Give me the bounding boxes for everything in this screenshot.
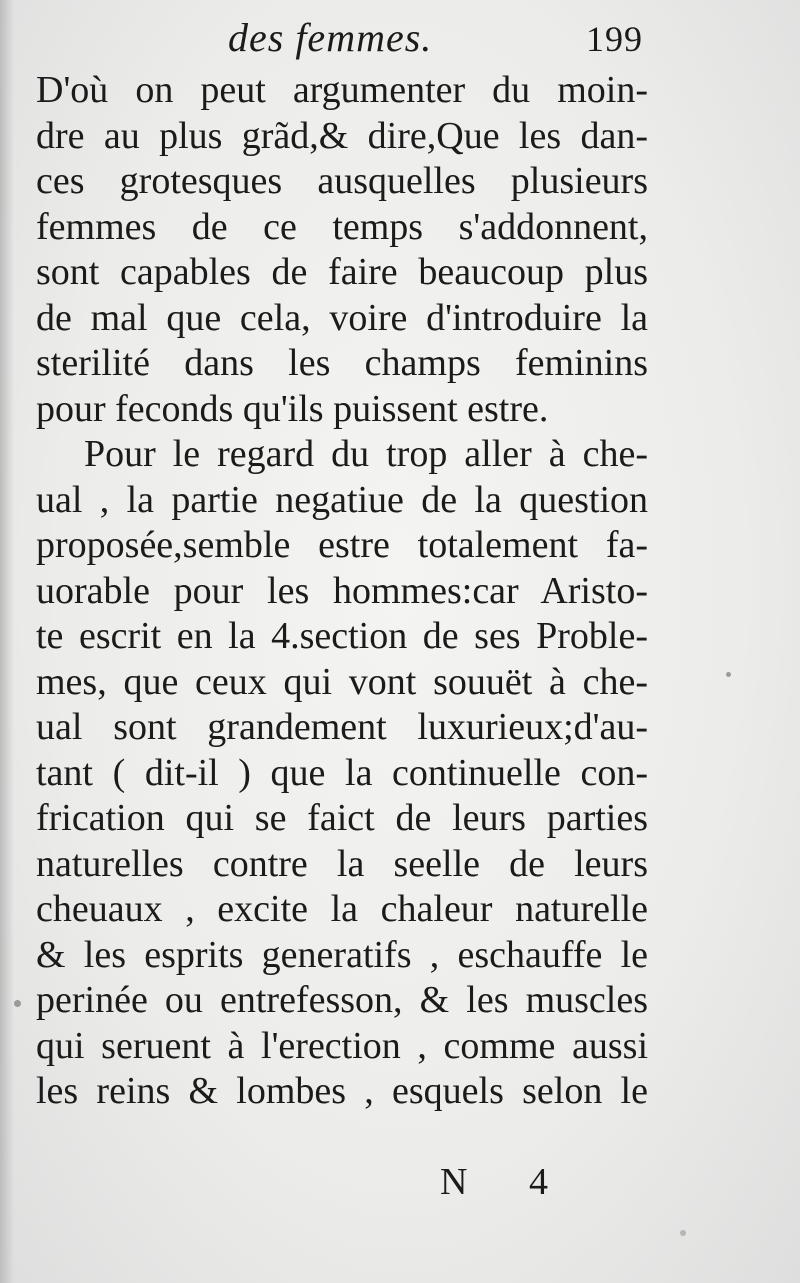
text-line: cheuaux , excite la chaleur naturelle	[36, 888, 648, 930]
body-text	[36, 68, 648, 1115]
page-number: 199	[586, 19, 643, 59]
ink-speck	[14, 1000, 21, 1007]
text-line: ual sont grandement luxurieux;d'au-	[36, 706, 648, 748]
text-line: pour feconds qu'ils puissent estre.	[36, 387, 549, 430]
page-header	[0, 14, 800, 70]
text-line: dre au plus grãd,& dire,Que les dan-	[36, 114, 648, 157]
text-line: te escrit en la 4.section de ses Proble-	[36, 615, 648, 657]
text-line: uorable pour les hommes:car Aristo-	[36, 569, 648, 612]
text-line: & les esprits generatifs , eschauffe le	[36, 933, 648, 976]
text-line: frication qui se faict de leurs parties	[36, 797, 648, 839]
text-line: tant ( dit-il ) que la continuelle con-	[36, 751, 648, 794]
text-line: proposée,semble estre totalement fa-	[36, 524, 648, 566]
running-title: des femmes.	[228, 15, 433, 60]
signature-mark: N 4	[440, 1161, 574, 1203]
text-line: sterilité dans les champs feminins	[36, 342, 648, 384]
text-line: ual , la partie negatiue de la question	[36, 478, 648, 521]
text-line: ces grotesques ausquelles plusieurs	[36, 160, 648, 202]
text-line: qui seruent à l'erection , comme aussi	[36, 1024, 648, 1067]
text-line: les reins & lombes , esquels selon le	[36, 1070, 648, 1112]
text-line: mes, que ceux qui vont souuët à che-	[36, 660, 648, 703]
text-line: femmes de ce temps s'addonnent,	[36, 205, 648, 248]
text-line: Pour le regard du trop aller à che-	[84, 433, 648, 475]
ink-speck	[680, 1230, 686, 1236]
text-line: perinée ou entrefesson, & les muscles	[36, 979, 648, 1021]
ink-speck	[726, 672, 731, 677]
text-line: naturelles contre la seelle de leurs	[36, 842, 648, 885]
page-footer	[0, 1160, 800, 1210]
page-shadow-edge	[0, 0, 14, 1283]
text-line: de mal que cela, voire d'introduire la	[36, 296, 648, 339]
text-line: D'où on peut argumenter du moin-	[36, 69, 648, 111]
text-line: sont capables de faire beaucoup plus	[36, 251, 648, 293]
